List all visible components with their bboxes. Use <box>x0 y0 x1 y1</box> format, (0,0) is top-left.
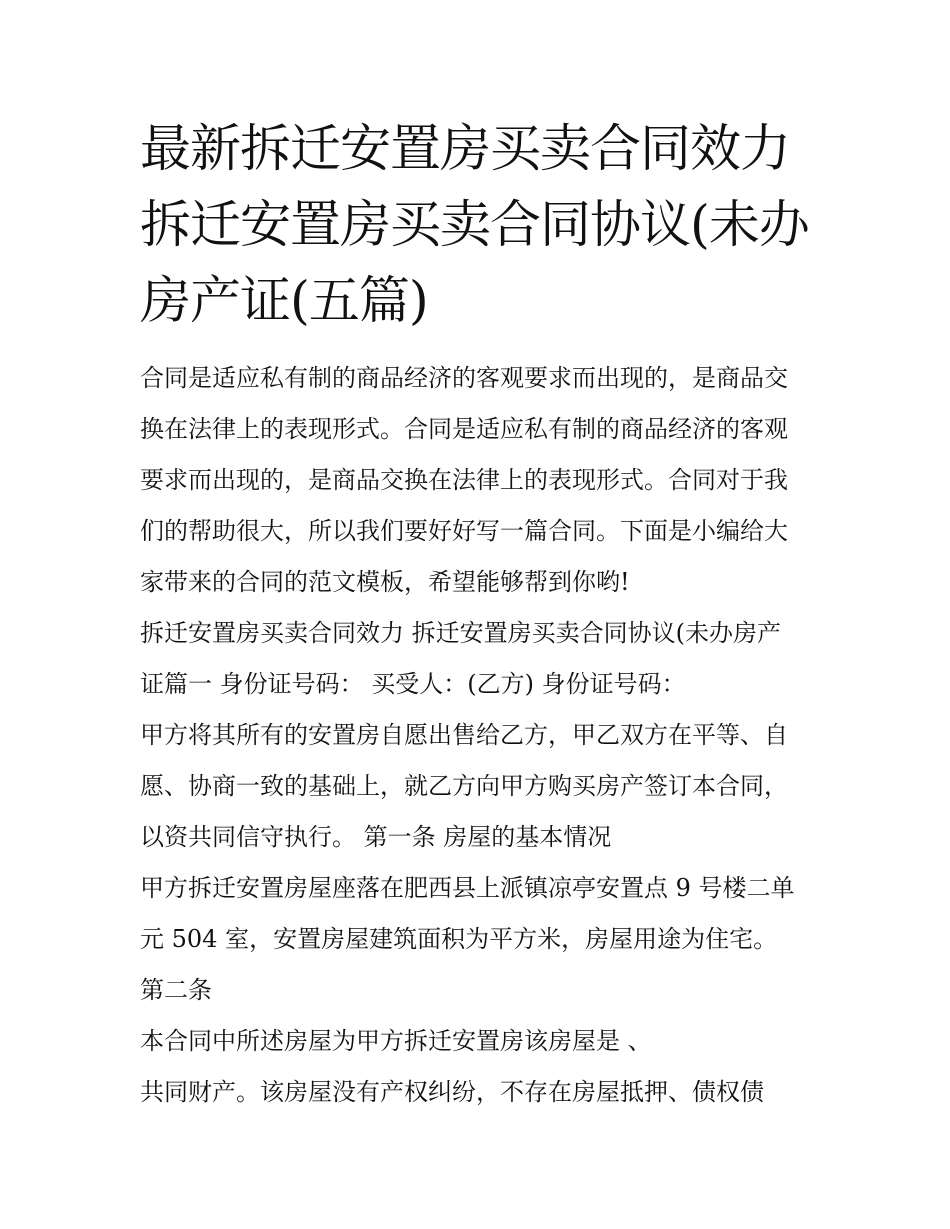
body-line: 家带来的合同的范文模板，希望能够帮到你哟! <box>140 568 630 596</box>
title-line: 最新拆迁安置房买卖合同效力 <box>140 120 791 179</box>
body-line: 合同是适应私有制的商品经济的客观要求而出现的，是商品交 <box>140 364 788 392</box>
body-line: 拆迁安置房买卖合同效力 拆迁安置房买卖合同协议(未办房产 <box>140 619 781 647</box>
document-title <box>140 112 820 340</box>
body-line: 们的帮助很大，所以我们要好好写一篇合同。下面是小编给大 <box>140 517 788 545</box>
title-line: 拆迁安置房买卖合同协议(未办 <box>140 196 809 255</box>
body-line: 要求而出现的，是商品交换在法律上的表现形式。合同对于我 <box>140 466 788 494</box>
body-line: 愿、协商一致的基础上，就乙方向甲方购买房产签订本合同， <box>140 772 788 800</box>
body-line: 第二条 <box>140 976 212 1004</box>
body-line: 共同财产。该房屋没有产权纠纷，不存在房屋抵押、债权债 <box>140 1078 764 1106</box>
title-line: 房产证(五篇) <box>140 272 428 331</box>
body-line: 以资共同信守执行。 第一条 房屋的基本情况 <box>140 823 612 851</box>
body-line: 本合同中所述房屋为甲方拆迁安置房该房屋是 、 <box>140 1027 652 1055</box>
body-line: 元 504 室，安置房屋建筑面积为平方米，房屋用途为住宅。 <box>140 925 778 953</box>
body-line: 换在法律上的表现形式。合同是适应私有制的商品经济的客观 <box>140 415 788 443</box>
body-line: 甲方拆迁安置房屋座落在肥西县上派镇凉亭安置点 9 号楼二单 <box>140 874 795 902</box>
body-line: 证篇一 身份证号码： 买受人：(乙方) 身份证号码： <box>140 670 686 698</box>
body-line: 甲方将其所有的安置房自愿出售给乙方，甲乙双方在平等、自 <box>140 721 788 749</box>
document-body <box>140 353 820 1118</box>
